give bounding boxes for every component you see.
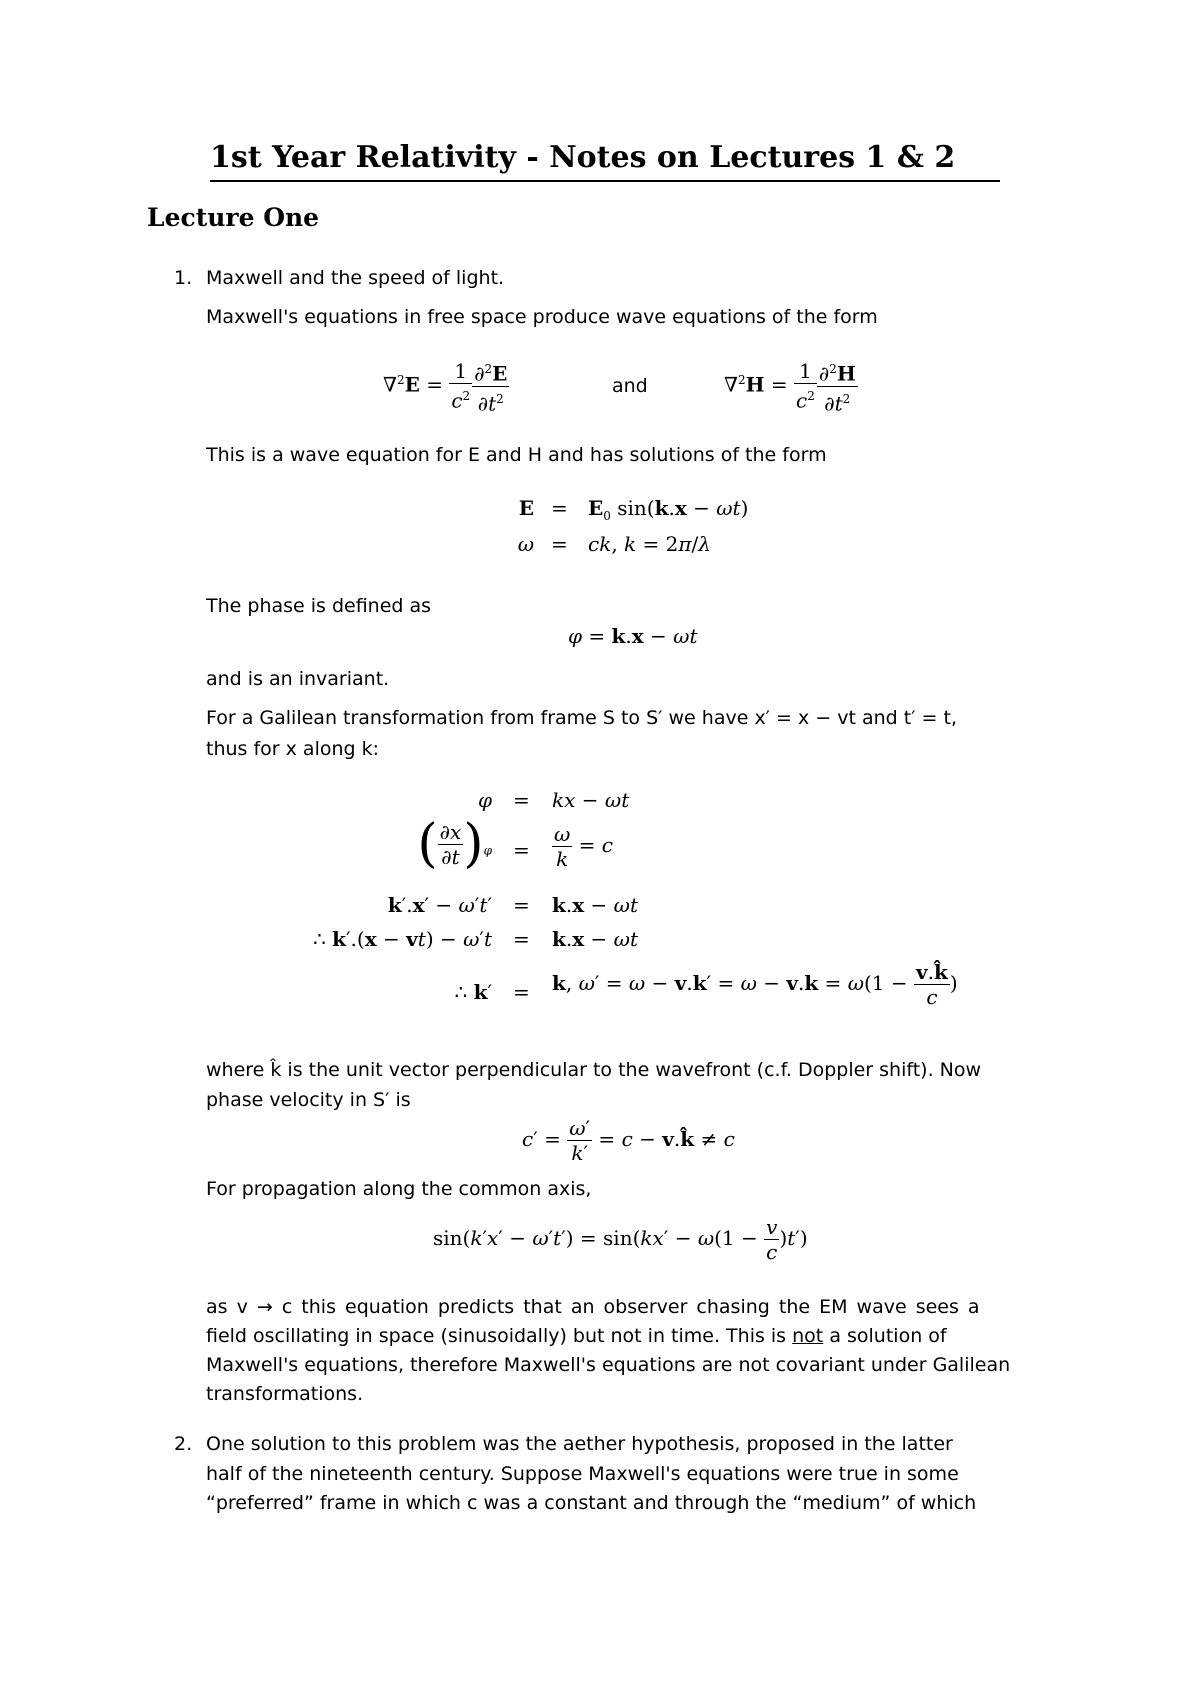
title-underline <box>210 180 1000 182</box>
wave-equation-h: ∇$^2$H = $\frac{1}{c^2}$ $\frac{\partial^2H}{\partial t^2}$ <box>724 357 858 415</box>
solution-lhs-omega: ω <box>517 532 534 556</box>
derivation-eq-4: = <box>513 927 530 951</box>
derivation-eq-2: = <box>513 838 530 862</box>
phase-velocity-equation: c′ = $\frac{\omega'}{k'}$ = c − v.k̂ ≠ c <box>522 1116 735 1165</box>
list-number-2: 2. <box>174 1433 193 1455</box>
item-heading: Maxwell and the speed of light. <box>206 267 505 289</box>
solution-lhs-e: E <box>518 496 534 520</box>
derivation-lhs-5: ∴ k′ <box>454 980 492 1004</box>
phase-text: The phase is defined as <box>206 595 432 617</box>
derivation-rhs-5: k, ω′ = ω − v.k′ = ω − v.k = ω(1 − $\frac{v.k̂}{c}$ ) <box>552 960 958 1009</box>
derivation-rhs-4: k.x − ωt <box>552 927 638 951</box>
derivation-lhs-4: ∴ k′.(x − vt) − ω′t <box>313 927 492 951</box>
derivation-eq-1: = <box>513 788 530 812</box>
conclusion-line-3: Maxwell's equations, therefore Maxwell's equations are not covariant under Galilean <box>206 1354 1011 1376</box>
derivation-lhs-3: k′.x′ − ω′t′ <box>387 893 492 917</box>
and-word: and <box>612 375 648 397</box>
item2-line-2: half of the nineteenth century. Suppose Maxwell's equations were true in some <box>206 1463 959 1485</box>
conclusion-line-2: field oscillating in space (sinusoidally) but not in time. This is not a solution of <box>206 1325 947 1347</box>
derivation-rhs-2: $\frac{\omega}{k}$ = c <box>554 822 613 871</box>
conclusion-line-1: as v → c this equation predicts that an observer chasing the EM wave sees a <box>206 1296 980 1318</box>
derivation-lhs-2: ( $\frac{\partial x}{\partial t}$ )$_\varphi$ <box>417 814 492 874</box>
wave-equation-e: ∇$^2$E = $\frac{1}{c^2}$ $\frac{\partial^2E}{\partial t^2}$ <box>383 357 509 415</box>
solution-eq-sign-1: = <box>551 496 568 520</box>
solution-rhs-omega: ck, k = 2π/λ <box>588 532 711 556</box>
common-axis-equation: sin(k′x′ − ω′t′) = sin(kx′ − ω(1 − $\frac{v}{c}$ )t′) <box>433 1215 808 1264</box>
item2-line-3: “preferred” frame in which c was a constant and through the “medium” of which <box>206 1492 977 1514</box>
galilean-text-1: For a Galilean transformation from frame S to S′ we have x′ = x − vt and t′ = t, <box>206 707 958 729</box>
list-number-1: 1. <box>174 267 193 289</box>
propagation-text: For propagation along the common axis, <box>206 1178 592 1200</box>
galilean-text-2: thus for x along k: <box>206 738 380 760</box>
item2-line-1: One solution to this problem was the aether hypothesis, proposed in the latter <box>206 1433 953 1455</box>
where-text-2: phase velocity in S′ is <box>206 1089 411 1111</box>
derivation-eq-3: = <box>513 893 530 917</box>
derivation-eq-5: = <box>513 980 530 1004</box>
solution-rhs-e: $E_0$ sin(k.x − ωt) <box>588 496 749 523</box>
invariant-text: and is an invariant. <box>206 668 390 690</box>
page-title: 1st Year Relativity - Notes on Lectures 1 & 2 <box>210 140 956 175</box>
intro-text: Maxwell's equations in free space produce wave equations of the form <box>206 306 878 328</box>
phase-equation: φ = k.x − ωt <box>568 624 698 648</box>
section-heading: Lecture One <box>147 203 320 232</box>
conclusion-line-4: transformations. <box>206 1383 364 1405</box>
derivation-lhs-1: φ <box>477 788 492 812</box>
where-text-1: where k̂ is the unit vector perpendicular to the wavefront (c.f. Doppler shift). Now <box>206 1059 982 1081</box>
solution-eq-sign-2: = <box>551 532 568 556</box>
wave-text: This is a wave equation for E and H and has solutions of the form <box>206 444 827 466</box>
derivation-rhs-3: k.x − ωt <box>552 893 638 917</box>
derivation-rhs-1: kx − ωt <box>552 788 630 812</box>
